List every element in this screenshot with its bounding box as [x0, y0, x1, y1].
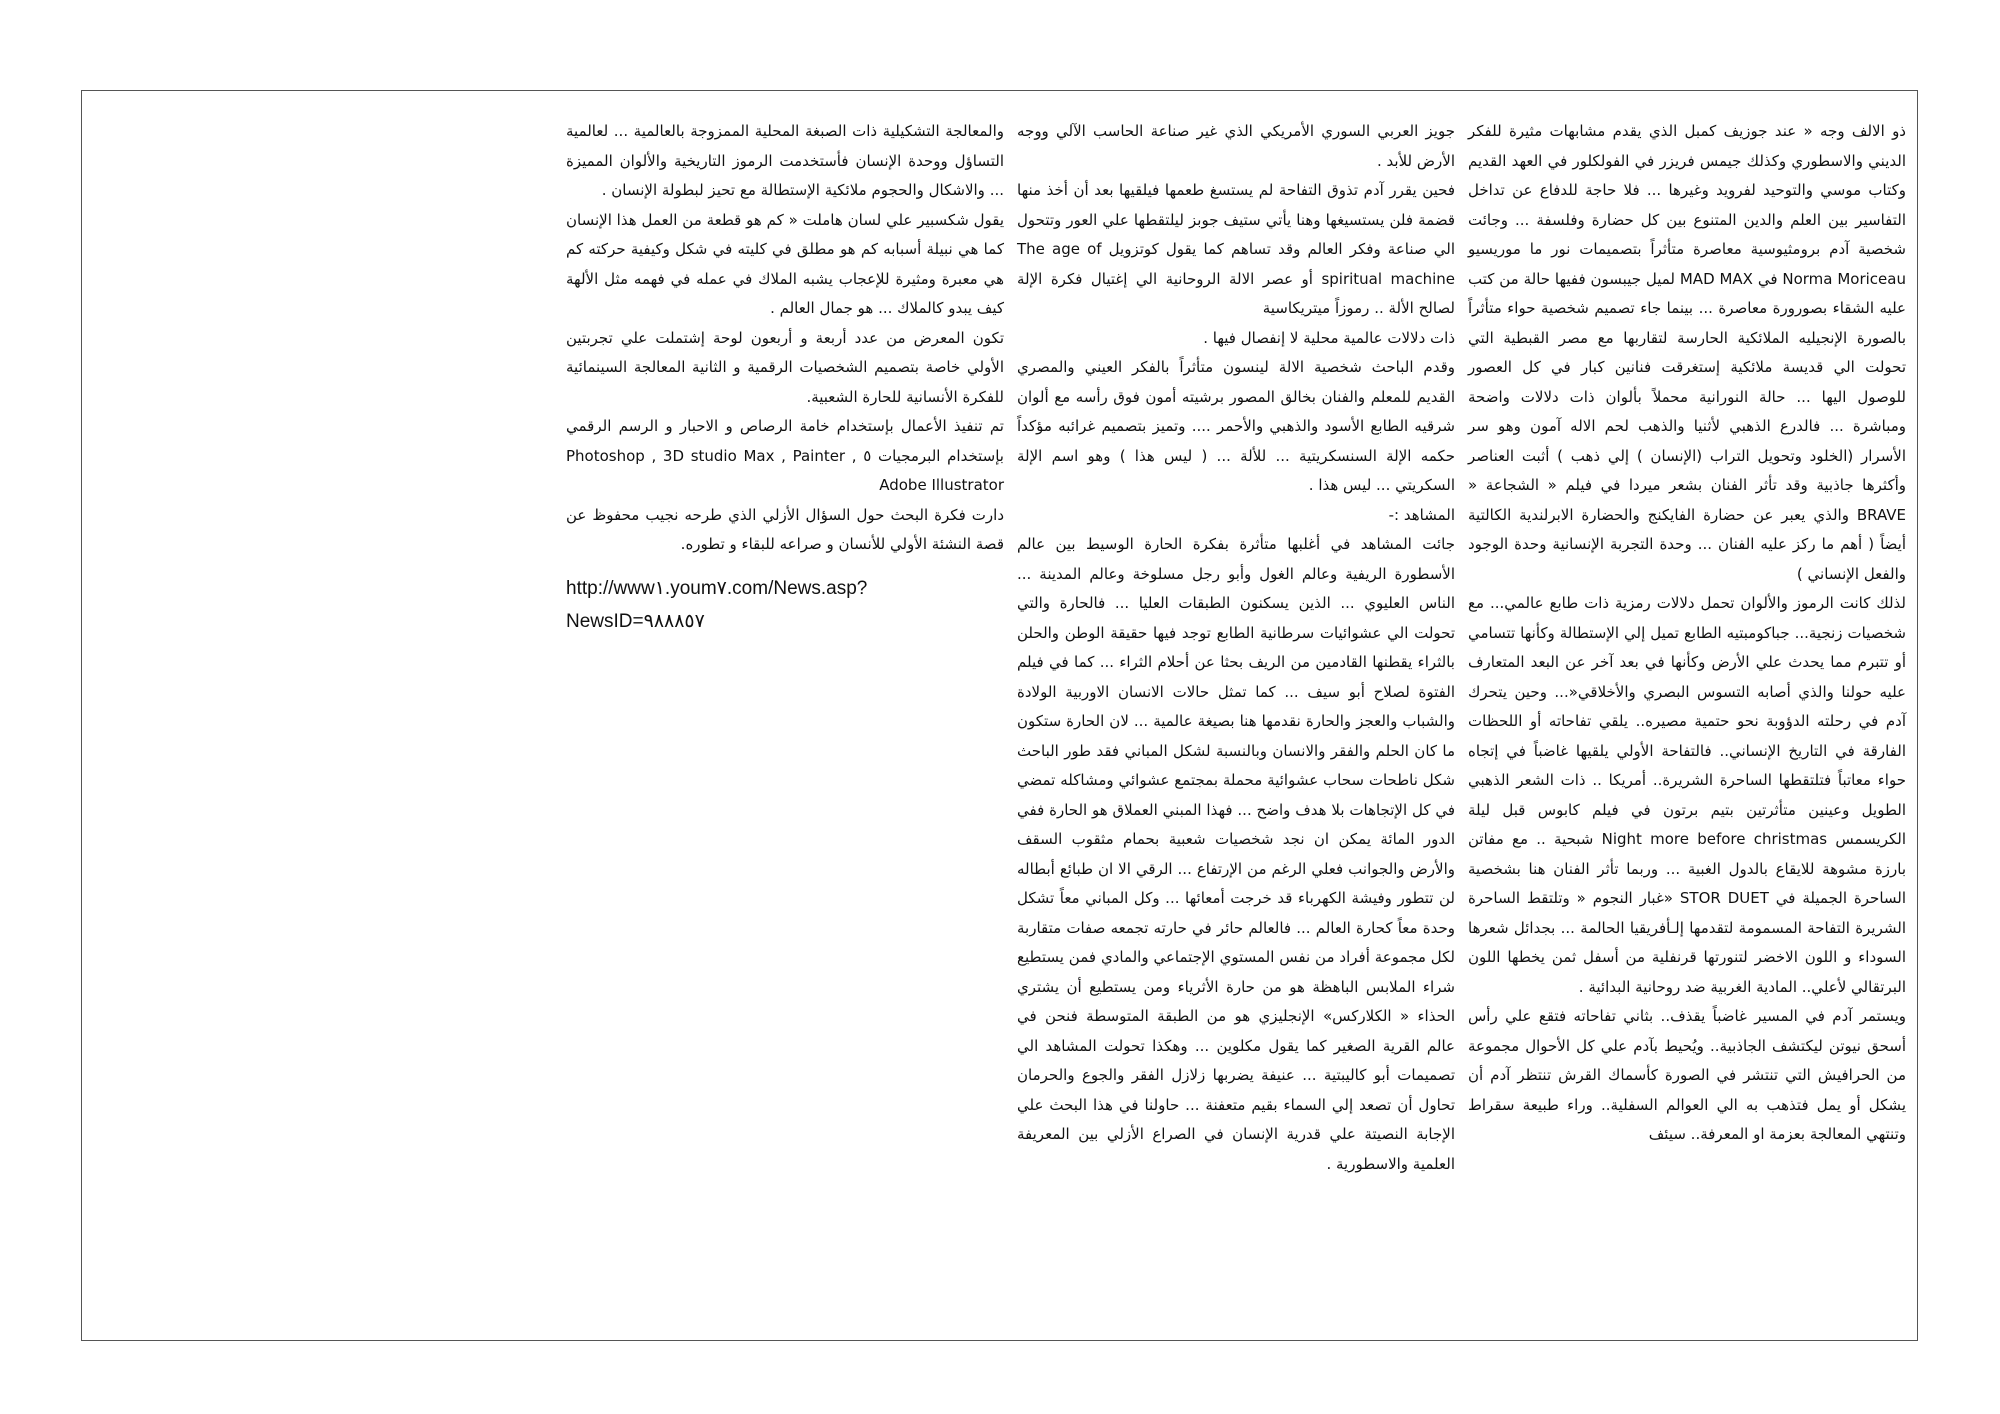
paragraph: لذلك كانت الرموز والألوان تحمل دلالات رمزية ذات طابع عالمي... مع شخصيات زنجية... جباكومبتيه الطابع تميل إلي الإستطالة وكأنها تتسامي أو تتبرم مما يحدث علي الأرض وكأنها في بعد آخر عن البعد المتعارف عليه حولنا والذي أصابه التسوس البصري والأخلاقي«... وحين يتحرك آدم في رحلته الدؤوبة نحو حتمية مصيره.. يلقي تفاحاته أو اللحظات الفارقة في التاريخ الإنساني.. فالتفاحة الأولي يلقيها غاضباً في إتجاه حواء معاتباً فتلتقطها الساحرة الشريرة.. أمريكا .. ذات الشعر الذهبي الطويل وعينين متأثرتين بتيم برتون في فيلم كابوس قبل ليلة الكريسمس Night more before christmas شبحية .. مع مفاتن بارزة مشوهة للايقاع بالدول الغبية ... وربما تأثر الفنان هنا بشخصية الساحرة الجميلة في STOR DUET «غبار النجوم « وتلتقط الساحرة الشريرة التفاحة المسمومة لتقدمها إلـأفريقيا الحالمة ... بجدائل شعرها السوداء و اللون الاخضر لتنورتها قرنفلية من أسفل ثمن يخطها اللون البرتقالي لأعلي.. المادية الغربية ضد روحانية البدائية .	[1468, 594, 1907, 996]
source-url: http://www١.youm٧.com/News.asp?NewsID=٩٨٨٨٥٧	[566, 577, 868, 632]
text-column-left	[566, 117, 1004, 638]
paragraph: جويز العربي السوري الأمريكي الذي غير صناعة الحاسب الآلي ووجه الأرض للأبد .	[1017, 122, 1455, 170]
paragraph: ذات دلالات عالمية محلية لا إنفصال فيها .	[1203, 328, 1455, 347]
paragraph: والمعالجة التشكيلية ذات الصبغة المحلية الممزوجة بالعالمية ... لعالمية التساؤل ووحدة الإنسان فأستخدمت الرموز التاريخية والألوان المميزة ... والاشكال والحجوم ملائكية الإستطالة مع تحيز لبطولة الإنسان .	[566, 122, 1004, 199]
paragraph: تم تنفيذ الأعمال بإستخدام خامة الرصاص و الاحبار و الرسم الرقمي بإستخدام البرمجيات ٥ Photoshop , 3D studio Max , Painter , Adobe Illustrator	[566, 417, 1004, 494]
section-heading: المشاهد :-	[1388, 505, 1455, 524]
paragraph: ويستمر آدم في المسير غاضباً يقذف.. بثاني تفاحاته فتقع علي رأس أسحق نيوتن ليكتشف الجاذبية.. ويُحيط بآدم علي كل الأحوال مجموعة من الحرافيش التي تنتشر في الصورة كأسماك القرش تنتظر آدم أن يشكل أو يمل فتذهب به الي العوالم السفلية.. وراء طبيعة سقراط وتنتهي المعالجة بعزمة او المعرفة.. سيئف	[1468, 1007, 1906, 1143]
paragraph: ذو الالف وجه « عند جوزيف كمبل الذي يقدم مشابهات مثيرة للفكر الديني والاسطوري وكذلك جيمس فريزر في الفولكلور في العهد القديم وكتاب موسي والتوحيد لفرويد وغيرها ... فلا حاجة للدفاع عن تداخل التفاسير بين العلم والدين المتنوع بين كل حضارة وفلسفة ... وجائت شخصية آدم برومثيوسية معاصرة متأثراً بتصميمات نور ما موريسيو Norma Moriceau في MAD MAX لميل جيبسون ففيها حالة من كتب عليه الشقاء بصورورة معاصرة ... بينما جاء تصميم شخصية حواء متأثراً بالصورة الإنجيليه الملائكية الحارسة لتقاربها مع مصر القبطية التي تحولت الي قديسة ملائكية إستغرقت فنانين كبار في كل العصور للوصول اليها ... حالة النورانية محملاً بألوان ذات دلالات واضحة ومباشرة ... فالدرع الذهبي لأثنيا والذهب لحم الاله آمون وهو سر الأسرار (الخلود وتحويل التراب (الإنسان ) إلي ذهب ) أثبت العناصر وأكثرها جاذبية وقد تأثر الفنان بشعر ميردا في فيلم « الشجاعة « BRAVE والذي يعبر عن حضارة الفايكنج والحضارة الابرلندية الكالتية أيضاً ( أهم ما ركز عليه الفنان ... وحدة التجربة الإنسانية وحدة الوجود والفعل الإنساني )	[1468, 122, 1906, 583]
paragraph: فحين يقرر آدم تذوق التفاحة لم يستسغ طعمها فيلقيها بعد أن أخذ منها قضمة فلن يستسيغها وهنا يأتي ستيف جوبز ليلتقطها علي العور وتتحول الي صناعة وفكر العالم وقد تساهم كما يقول كوتزويل The age of spiritual machine أو عصر الالة الروحانية الي إغتيال فكرة الإلة لصالح الألة .. رموزاً ميتريكاسية	[1017, 181, 1455, 317]
paragraph: تكون المعرض من عدد أربعة و أربعون لوحة إشتملت علي تجربتين الأولي خاصة بتصميم الشخصيات الرقمية و الثانية المعالجة السينمائية للفكرة الأنسانية للحارة الشعبية.	[566, 328, 1004, 406]
paragraph: يقول شكسبير علي لسان هاملت « كم هو قطعة من العمل هذا الإنسان كما هي نبيلة أسبابه كم هو مطلق في كليته في شكل وكيفية حركته كم هي معبرة ومثيرة للإعجاب يشبه الملاك في عمله في فهمه مثل الألهة كيف يبدو كالملاك ... هو جمال العالم .	[566, 210, 1004, 317]
paragraph: وقدم الباحث شخصية الالة لينسون متأثراً بالفكر العيني والمصري القديم للمعلم والفنان بخالق المصور برشيته أمون فوق رأسه مع ألوان شرقيه الطابع الأسود والذهبي والأحمر .... وتميز بتصميم غرائبه مؤكداً حكمه الإلة السنسكريتية ... للألة ... ( ليس هذا ) وهو اسم الإلة السكريتي ... ليس هذا .	[1017, 358, 1455, 494]
text-column-middle	[1017, 117, 1455, 1179]
paragraph: جائت المشاهد في أغلبها متأثرة بفكرة الحارة الوسيط بين عالم الأسطورة الريفية وعالم الغول وأبو رجل مسلوخة وعالم المدينة ... الناس العليوي ... الذين يسكنون الطبقات العليا ... فالحارة والتي تحولت الي عشوائيات سرطانية الطابع توجد فيها حقيقة الوطن والحلن بالثراء يقطنها القادمين من الريف بحثا عن أحلام الثراء ... كما في فيلم الفتوة لصلاح أبو سيف ... كما تمثل حالات الانسان الاوربية الولادة والشباب والعجز والحارة نقدمها هنا بصيغة عالمية ... لان الحارة ستكون ما كان الحلم والفقر والانسان وبالنسبة لشكل المباني فقد طور الباحث شكل ناطحات سحاب عشوائية محملة بمجتمع عشوائي ومشاكله تمضي في كل الإتجاهات بلا هدف واضح ... فهذا المبني العملاق هو الحارة ففي الدور المائة يمكن ان نجد شخصيات شعبية بحمام مثقوب السقف والأرض والجوانب فعلي الرغم من الإرتفاع ... الرقي الا ان طبائع أبطاله لن تتطور وفيشة الكهرباء قد خرجت أمعائها ... وكل المباني معاً تشكل وحدة معاً كحارة العالم ... فالعالم حائر في حارته تجمعه صفات متقاربة لكل مجموعة أفراد من نفس المستوي الإجتماعي والمادي فمن يستطيع شراء الملابس الباهظة هو من حارة الأثرياء ومن يستطيع أن يشتري الحذاء « الكلاركس» الإنجليزي هو من الطبقة المتوسطة فنحن في عالم القرية الصغير كما يقول مكلوين ... وهكذا تحولت المشاهد الي تصميمات أبو كاليبتية ... عنيفة يضربها زلازل الفقر والجوع والحرمان تحاول أن تصعد إلي السماء بقيم متعفنة ... حاولنا في هذا البحث علي الإجابة النصيتة علي قدرية الإنسان في الصراع الأزلي بين المعريفة العلمية والاسطورية .	[1017, 535, 1455, 1173]
text-column-right	[1468, 117, 1906, 1150]
paragraph: دارت فكرة البحث حول السؤال الأزلي الذي طرحه نجيب محفوظ عن قصة النشئة الأولي للأنسان و صراعه للبقاء و تطوره.	[566, 505, 1004, 553]
